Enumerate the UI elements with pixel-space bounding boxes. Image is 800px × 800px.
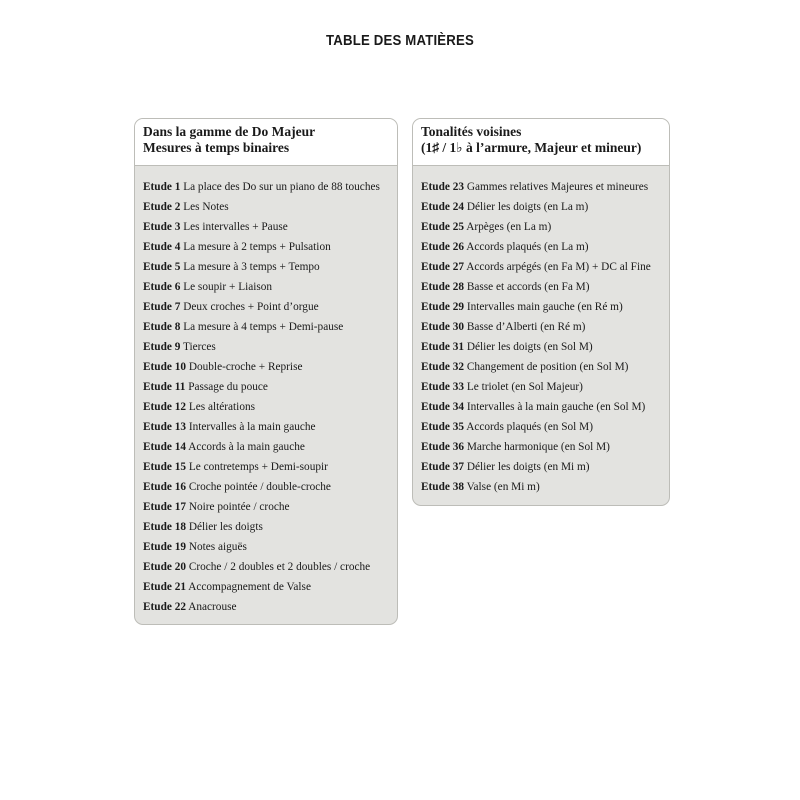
- etude-title: La place des Do sur un piano de 88 touches: [183, 181, 380, 193]
- etude-title: Basse d’Alberti (en Ré m): [466, 321, 586, 333]
- toc-entry: [143, 497, 397, 517]
- left-heading-line2: Mesures à temps binaires: [143, 140, 290, 155]
- etude-number: Etude 13: [143, 421, 186, 433]
- etude-title: La mesure à 4 temps + Demi-pause: [183, 321, 344, 333]
- toc-entry: [421, 477, 669, 497]
- toc-entry: [143, 377, 397, 397]
- toc-entry: [143, 397, 397, 417]
- etude-number: Etude 22: [143, 601, 186, 613]
- toc-entry: [421, 357, 669, 377]
- etude-number: Etude 17: [143, 501, 186, 513]
- toc-entry: [143, 197, 397, 217]
- etude-number: Etude 5: [143, 261, 181, 273]
- left-panel-heading: [135, 119, 397, 166]
- toc-entry: [421, 277, 669, 297]
- right-etude-list: [413, 166, 669, 497]
- etude-number: Etude 37: [421, 461, 464, 473]
- etude-title: Intervalles à la main gauche (en Sol M): [466, 401, 646, 413]
- etude-number: Etude 8: [143, 321, 181, 333]
- toc-entry: [143, 557, 397, 577]
- etude-title: Délier les doigts (en La m): [466, 201, 589, 213]
- etude-number: Etude 28: [421, 281, 464, 293]
- etude-title: Tierces: [182, 341, 216, 353]
- etude-number: Etude 20: [143, 561, 186, 573]
- toc-entry: [143, 337, 397, 357]
- etude-title: Noire pointée / croche: [188, 501, 290, 513]
- etude-title: Croche pointée / double-croche: [188, 481, 331, 493]
- page-title: TABLE DES MATIÈRES: [326, 32, 474, 49]
- toc-entry: [143, 537, 397, 557]
- etude-title: Délier les doigts (en Sol M): [466, 341, 593, 353]
- etude-number: Etude 26: [421, 241, 464, 253]
- toc-entry: [421, 237, 669, 257]
- etude-number: Etude 36: [421, 441, 464, 453]
- toc-entry: [421, 217, 669, 237]
- etude-number: Etude 7: [143, 301, 181, 313]
- etude-title: Le soupir + Liaison: [183, 281, 273, 293]
- etude-number: Etude 10: [143, 361, 186, 373]
- toc-entry: [143, 277, 397, 297]
- etude-number: Etude 24: [421, 201, 464, 213]
- toc-entry: [143, 477, 397, 497]
- etude-number: Etude 11: [143, 381, 186, 393]
- left-toc-panel: [134, 118, 398, 625]
- right-panel-heading: [413, 119, 669, 166]
- toc-entry: [421, 457, 669, 477]
- etude-number: Etude 23: [421, 181, 464, 193]
- toc-entry: [143, 597, 397, 617]
- etude-number: Etude 25: [421, 221, 464, 233]
- etude-title: Passage du pouce: [188, 381, 268, 393]
- etude-title: Accords arpégés (en Fa M) + DC al Fine: [466, 261, 651, 273]
- etude-title: Accords plaqués (en La m): [466, 241, 589, 253]
- toc-entry: [143, 237, 397, 257]
- etude-number: Etude 29: [421, 301, 464, 313]
- etude-title: Basse et accords (en Fa M): [466, 281, 590, 293]
- toc-entry: [421, 417, 669, 437]
- etude-number: Etude 38: [421, 481, 464, 493]
- etude-number: Etude 31: [421, 341, 464, 353]
- toc-entry: [421, 397, 669, 417]
- etude-title: Accompagnement de Valse: [188, 581, 311, 593]
- etude-number: Etude 15: [143, 461, 186, 473]
- etude-title: Accords à la main gauche: [188, 441, 305, 453]
- etude-number: Etude 35: [421, 421, 464, 433]
- etude-number: Etude 19: [143, 541, 186, 553]
- etude-title: Double-croche + Reprise: [188, 361, 303, 373]
- etude-number: Etude 34: [421, 401, 464, 413]
- etude-title: Marche harmonique (en Sol M): [466, 441, 610, 453]
- toc-entry: [143, 417, 397, 437]
- toc-entry: [143, 257, 397, 277]
- etude-number: Etude 1: [143, 181, 181, 193]
- toc-entry: [421, 377, 669, 397]
- toc-entry: [421, 257, 669, 277]
- left-heading-line1: Dans la gamme de Do Majeur: [143, 124, 316, 139]
- etude-title: Intervalles main gauche (en Ré m): [466, 301, 623, 313]
- etude-title: Délier les doigts: [188, 521, 263, 533]
- etude-title: Le contretemps + Demi-soupir: [188, 461, 328, 473]
- etude-number: Etude 2: [143, 201, 181, 213]
- right-heading-line1: Tonalités voisines: [421, 124, 522, 139]
- toc-entry: [143, 437, 397, 457]
- etude-number: Etude 27: [421, 261, 464, 273]
- toc-entry: [143, 517, 397, 537]
- etude-title: Intervalles à la main gauche: [188, 421, 316, 433]
- right-heading-line2: (1♯ / 1♭ à l’armure, Majeur et mineur): [421, 140, 642, 155]
- etude-title: Accords plaqués (en Sol M): [466, 421, 593, 433]
- etude-title: Anacrouse: [188, 601, 237, 613]
- etude-title: La mesure à 2 temps + Pulsation: [183, 241, 331, 253]
- toc-entry: [421, 177, 669, 197]
- etude-number: Etude 16: [143, 481, 186, 493]
- etude-title: Arpèges (en La m): [466, 221, 552, 233]
- toc-entry: [421, 437, 669, 457]
- toc-entry: [143, 357, 397, 377]
- etude-number: Etude 32: [421, 361, 464, 373]
- etude-title: Notes aiguës: [188, 541, 247, 553]
- toc-entry: [421, 337, 669, 357]
- etude-title: Le triolet (en Sol Majeur): [466, 381, 583, 393]
- etude-title: Les intervalles + Pause: [183, 221, 288, 233]
- etude-title: Croche / 2 doubles et 2 doubles / croche: [188, 561, 371, 573]
- etude-number: Etude 14: [143, 441, 186, 453]
- toc-entry: [143, 217, 397, 237]
- etude-number: Etude 18: [143, 521, 186, 533]
- etude-title: La mesure à 3 temps + Tempo: [183, 261, 320, 273]
- etude-number: Etude 21: [143, 581, 186, 593]
- etude-title: Gammes relatives Majeures et mineures: [466, 181, 649, 193]
- etude-number: Etude 30: [421, 321, 464, 333]
- right-toc-panel: [412, 118, 670, 506]
- toc-entry: [143, 317, 397, 337]
- toc-entry: [421, 317, 669, 337]
- etude-title: Deux croches + Point d’orgue: [183, 301, 319, 313]
- toc-entry: [421, 297, 669, 317]
- etude-title: Délier les doigts (en Mi m): [466, 461, 590, 473]
- etude-number: Etude 9: [143, 341, 181, 353]
- etude-title: Valse (en Mi m): [466, 481, 540, 493]
- etude-number: Etude 6: [143, 281, 181, 293]
- toc-entry: [143, 457, 397, 477]
- etude-number: Etude 3: [143, 221, 181, 233]
- etude-title: Les altérations: [188, 401, 256, 413]
- toc-entry: [143, 297, 397, 317]
- left-etude-list: [135, 166, 397, 617]
- etude-number: Etude 33: [421, 381, 464, 393]
- etude-number: Etude 4: [143, 241, 181, 253]
- toc-entry: [143, 577, 397, 597]
- etude-number: Etude 12: [143, 401, 186, 413]
- toc-entry: [421, 197, 669, 217]
- etude-title: Changement de position (en Sol M): [466, 361, 629, 373]
- etude-title: Les Notes: [183, 201, 229, 213]
- toc-entry: [143, 177, 397, 197]
